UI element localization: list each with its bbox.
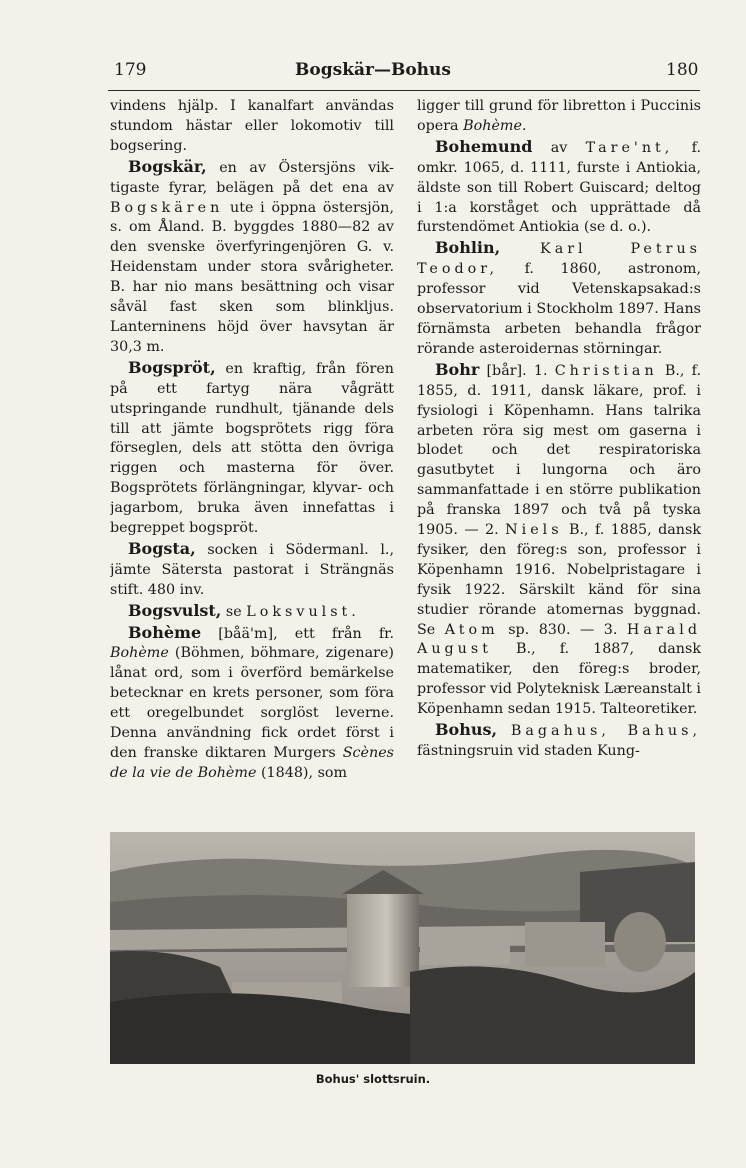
headword: Bogsvulst, [128, 600, 222, 620]
page-number-left: 179 [114, 60, 147, 80]
headword: Bogsta, [128, 538, 196, 558]
entry-bohr: Bohr [bår]. 1. Christian B., f. 1855, d. 1911, dansk läkare, prof. i fysiologi i Köpenhamn. Hans talrika arbeten röra sig mest om gaserna i blodet och det respiratoriska gasutbytet i lungorna och äro sammanfattade i en större publikation på franska 1897 och två på tyska 1905. — 2. Niels B., f. 1885, dansk fysiker, den föreg:s son, professor i Köpenhamn 1916. Nobelpristagare i fysik 1922. Särskilt känd för sina studier rörande atomernas byggnad. Se Atom sp. 830. — 3. Harald August B., f. 1887, dansk matematiker, den föreg:s broder, professor vid Polyteknisk Læreanstalt i Köpenhamn sedan 1915. Talteoretiker. [417, 359, 701, 718]
page-number-right: 180 [666, 60, 699, 80]
entry-bohemund: Bohemund av Tare'nt, f. omkr. 1065, d. 1111, furste i Antiokia, äldste son till Robert Guiscard; deltog i 1:a korståget och upprättade då furstendömet Antiokia (se d. o.). [417, 136, 701, 236]
headword: Bohlin, [435, 238, 501, 258]
entry-bogsprot: Bogspröt, en kraftig, från fören på ett fartyg nära vågrätt utspringande rundhult, tjänande dels till att jämte bogsprötets rigg föra förseglen, dels att stötta den övriga riggen och masterna för över. Bogsprötets förlängningar, klyvar- och jagarbom, bruka även innefattas i begreppet bogspröt. [110, 357, 394, 537]
figure-caption: Bohus' slottsruin. [315, 1072, 431, 1086]
entry-bogsta: Bogsta, socken i Södermanl. l., jämte Sätersta pastorat i Strängnäs stift. 480 inv. [110, 538, 394, 598]
page-header [0, 60, 746, 90]
header-rule [108, 90, 700, 91]
headword: Bohème [128, 622, 202, 642]
entry-bogsvulst: Bogsvulst, se Loksvulst. [128, 600, 360, 620]
entry-bohus: Bohus, Bagahus, Bahus, fästningsruin vid staden Kung- [417, 720, 701, 759]
entry-bogskar: Bogskär, en av Östersjöns vik-tigaste fyrar, belägen på det ena av Bogskären ute i öppna östersjön, s. om Åland. B. byggdes 1880—82 av den svenske överfyringenjören G. v. Heidenstam under stora svårigheter. B. har nio mans besättning och visar såväl fast sken som blinkljus. Lanterninens höjd över havsytan är 30,3 m. [110, 156, 394, 355]
left-column [110, 97, 394, 825]
entry-continuation: vindens hjälp. I kanalfart användas stundom hästar eller lokomotiv till bogsering. [110, 98, 394, 154]
headword: Bohr [435, 359, 480, 379]
castle-ruin-photo [110, 832, 695, 1064]
right-column [417, 97, 701, 825]
headword: Bogspröt, [128, 357, 216, 377]
running-title: Bogskär—Bohus [295, 60, 451, 80]
headword: Bohemund [435, 136, 533, 156]
entry-boheme: Bohème [båä'm], ett från fr. Bohème (Böhmen, böhmare, zigenare) lånat ord, som i överförd bemärkelse betecknar en krets personer, som föra ett oregelbundet sorglöst leverne. Denna användning fick ordet först i den franske diktaren Murgers Scènes de la vie de Bohème (1848), som [110, 622, 394, 781]
headword: Bogskär, [128, 156, 207, 176]
castle-ruin-illustration [110, 832, 695, 1064]
headword: Bohus, [435, 720, 498, 740]
entry-continuation: ligger till grund för libretton i Puccinis opera Bohème. [417, 98, 701, 134]
entry-bohlin: Bohlin, Karl Petrus Teodor, f. 1860, astronom, professor vid Vetenskapsakad:s observatorium i Stockholm 1897. Hans förnämsta arbeten behandla frågor rörande asteroidernas störningar. [417, 238, 701, 357]
